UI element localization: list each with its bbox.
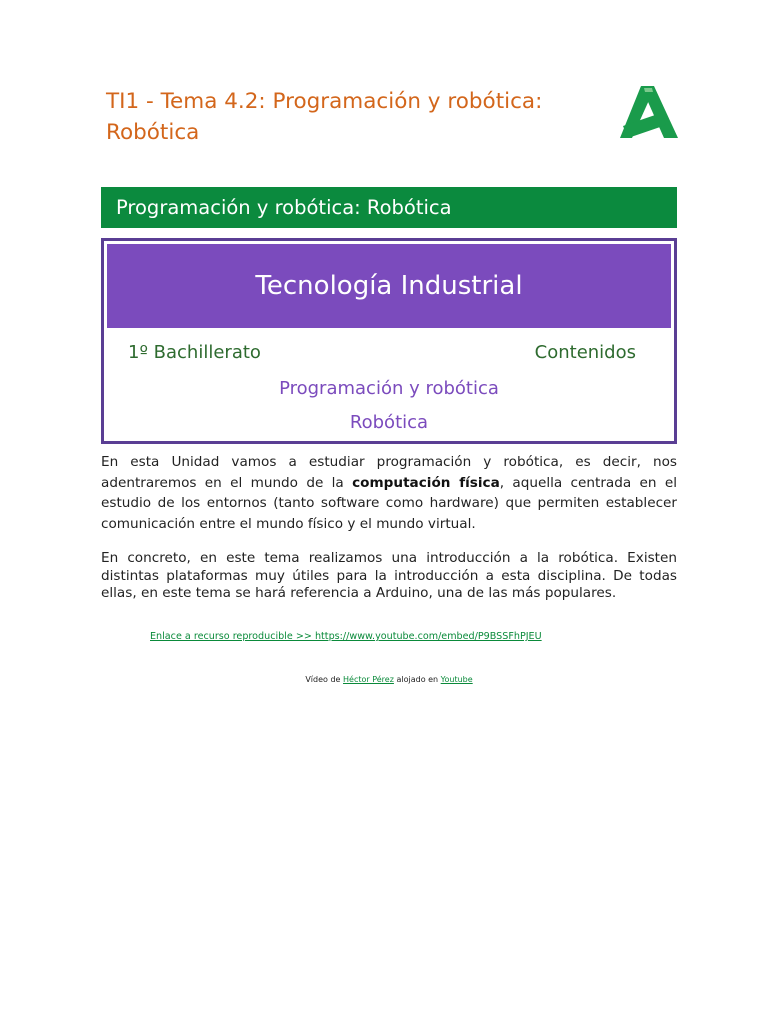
section-banner-label: Programación y robótica: Robótica xyxy=(116,196,452,219)
cover-card xyxy=(101,238,677,444)
intro-text-start: En esta Unidad vamos a estudiar programación y robótica, es decir, nos adentraremos en el mundo de la xyxy=(101,454,677,491)
author-link[interactable]: Héctor Pérez xyxy=(343,675,394,684)
cover-subject: Programación y robótica xyxy=(279,378,499,399)
cover-header xyxy=(107,244,671,328)
credit-middle: alojado en xyxy=(393,675,441,684)
cover-heading: Tecnología Industrial xyxy=(255,271,523,301)
emphasis-term: computación física xyxy=(352,474,500,491)
cover-level: 1º Bachillerato xyxy=(128,342,261,363)
detail-paragraph: En concreto, en este tema realizamos una introducción a la robótica. Existen distintas plataformas muy útiles para la introducción a esta disciplina. De todas ellas, en este tema se hará referencia a Arduino, una de las más populares. xyxy=(101,550,677,601)
resource-link[interactable]: Enlace a recurso reproducible >> https://www.youtube.com/embed/P9BSSFhPJEU xyxy=(150,631,542,642)
cover-contents-label: Contenidos xyxy=(534,342,636,363)
junta-de-andalucia-logo-icon xyxy=(620,86,678,138)
credit-prefix: Vídeo de xyxy=(305,675,344,684)
intro-text-end: , aquella centrada en el estudio de los entornos (tanto software como hardware) que permiten establecer comunicación entre el mundo físico y el mundo virtual. xyxy=(101,474,677,533)
video-credit xyxy=(0,675,768,684)
cover-topic: Robótica xyxy=(349,412,429,433)
host-link[interactable]: Youtube xyxy=(440,675,473,684)
intro-paragraph xyxy=(101,452,677,535)
page-title: TI1 - Tema 4.2: Programación y robótica: Robótica xyxy=(106,89,543,145)
section-banner xyxy=(101,187,677,228)
